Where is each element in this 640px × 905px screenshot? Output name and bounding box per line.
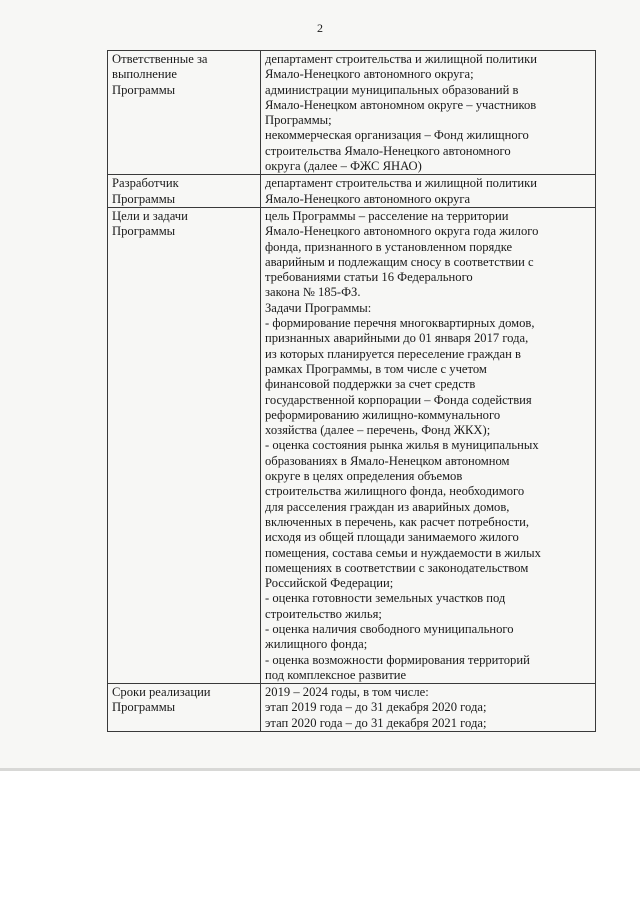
label-line: Программы <box>112 224 176 239</box>
value-line: - оценка возможности формирования территорий <box>265 652 530 667</box>
label-line: Цели и задачи <box>112 208 188 223</box>
label-line: Сроки реализации <box>112 685 211 700</box>
row-label-cell <box>108 207 261 683</box>
row-value-cell <box>261 51 596 175</box>
value-line: закона № 185-ФЗ. <box>265 285 361 300</box>
value-line: жилищного фонда; <box>265 637 368 652</box>
value-line: для расселения граждан из аварийных домов, <box>265 499 510 514</box>
value-line: реформированию жилищно-коммунального <box>265 407 501 422</box>
value-line: фонда, признанного в установленном порядке <box>265 239 513 254</box>
value-line: признанных аварийными до 01 января 2017 года, <box>265 331 529 346</box>
page-number: 2 <box>317 21 323 35</box>
row-value-cell <box>261 684 596 732</box>
value-line: этап 2019 года – до 31 декабря 2020 года; <box>265 700 487 715</box>
value-line: помещения, состава семьи и нуждаемости в жилых <box>265 545 541 560</box>
value-line: Ямало-Ненецкого автономного округа <box>265 191 471 206</box>
value-line: рамках Программы, в том числе с учетом <box>265 361 487 376</box>
value-line: округа (далее – ФЖС ЯНАО) <box>265 159 422 174</box>
value-line: государственной корпорации – Фонда содействия <box>265 392 532 407</box>
row-label-cell <box>108 175 261 208</box>
value-line: аварийным и подлежащим сносу в соответствии с <box>265 254 534 269</box>
row-label-cell <box>108 684 261 732</box>
value-line: строительство жилья; <box>265 606 382 621</box>
value-line: включенных в перечень, как расчет потребности, <box>265 514 530 529</box>
table-row <box>108 684 596 732</box>
program-passport-table <box>107 50 596 732</box>
label-line: Программы <box>112 191 176 206</box>
value-line: цель Программы – расселение на территории <box>265 208 509 223</box>
value-line: округе в целях определения объемов <box>265 469 463 484</box>
value-line: образованиях в Ямало-Ненецком автономном <box>265 453 510 468</box>
label-line: Программы <box>112 700 176 715</box>
value-line: Ямало-Ненецком автономном округе – участников <box>265 97 537 112</box>
value-line: требованиями статьи 16 Федерального <box>265 270 473 285</box>
table-row <box>108 207 596 683</box>
value-line: финансовой поддержки за счет средств <box>265 377 476 392</box>
row-value-cell <box>261 207 596 683</box>
value-line: из которых планируется переселение граждан в <box>265 346 521 361</box>
table-row <box>108 51 596 175</box>
value-line: Ямало-Ненецкого автономного округа года жилого <box>265 224 539 239</box>
value-line: - формирование перечня многоквартирных домов, <box>265 316 535 331</box>
label-line: выполнение <box>112 67 177 82</box>
page-bottom-edge <box>0 768 640 771</box>
label-line: Программы <box>112 82 176 97</box>
value-line: департамент строительства и жилищной политики <box>265 52 537 66</box>
value-line: Задачи Программы: <box>265 300 372 315</box>
value-line: хозяйства (далее – перечень, Фонд ЖКХ); <box>265 423 491 438</box>
value-line: - оценка состояния рынка жилья в муниципальных <box>265 438 539 453</box>
row-value-cell <box>261 175 596 208</box>
label-line: Разработчик <box>112 176 179 191</box>
value-line: администрации муниципальных образований в <box>265 82 519 97</box>
label-line: Ответственные за <box>112 52 208 66</box>
value-line: - оценка наличия свободного муниципального <box>265 621 514 636</box>
table-body <box>108 51 596 732</box>
value-line: строительства Ямало-Ненецкого автономного <box>265 143 511 158</box>
value-line: - оценка готовности земельных участков под <box>265 591 506 606</box>
value-line: Ямало-Ненецкого автономного округа; <box>265 67 474 82</box>
value-line: 2019 – 2024 годы, в том числе: <box>265 685 429 700</box>
value-line: помещениях в соответствии с законодательством <box>265 560 529 575</box>
value-line: Российской Федерации; <box>265 576 394 591</box>
value-line: исходя из общей площади занимаемого жилого <box>265 530 519 545</box>
value-line: Программы; <box>265 113 332 128</box>
value-line: некоммерческая организация – Фонд жилищного <box>265 128 529 143</box>
value-line: этап 2020 года – до 31 декабря 2021 года; <box>265 715 487 730</box>
value-line: строительства жилищного фонда, необходимого <box>265 484 525 499</box>
table-row <box>108 175 596 208</box>
value-line: департамент строительства и жилищной политики <box>265 176 537 191</box>
row-label-cell <box>108 51 261 175</box>
value-line: под комплексное развитие <box>265 667 407 682</box>
